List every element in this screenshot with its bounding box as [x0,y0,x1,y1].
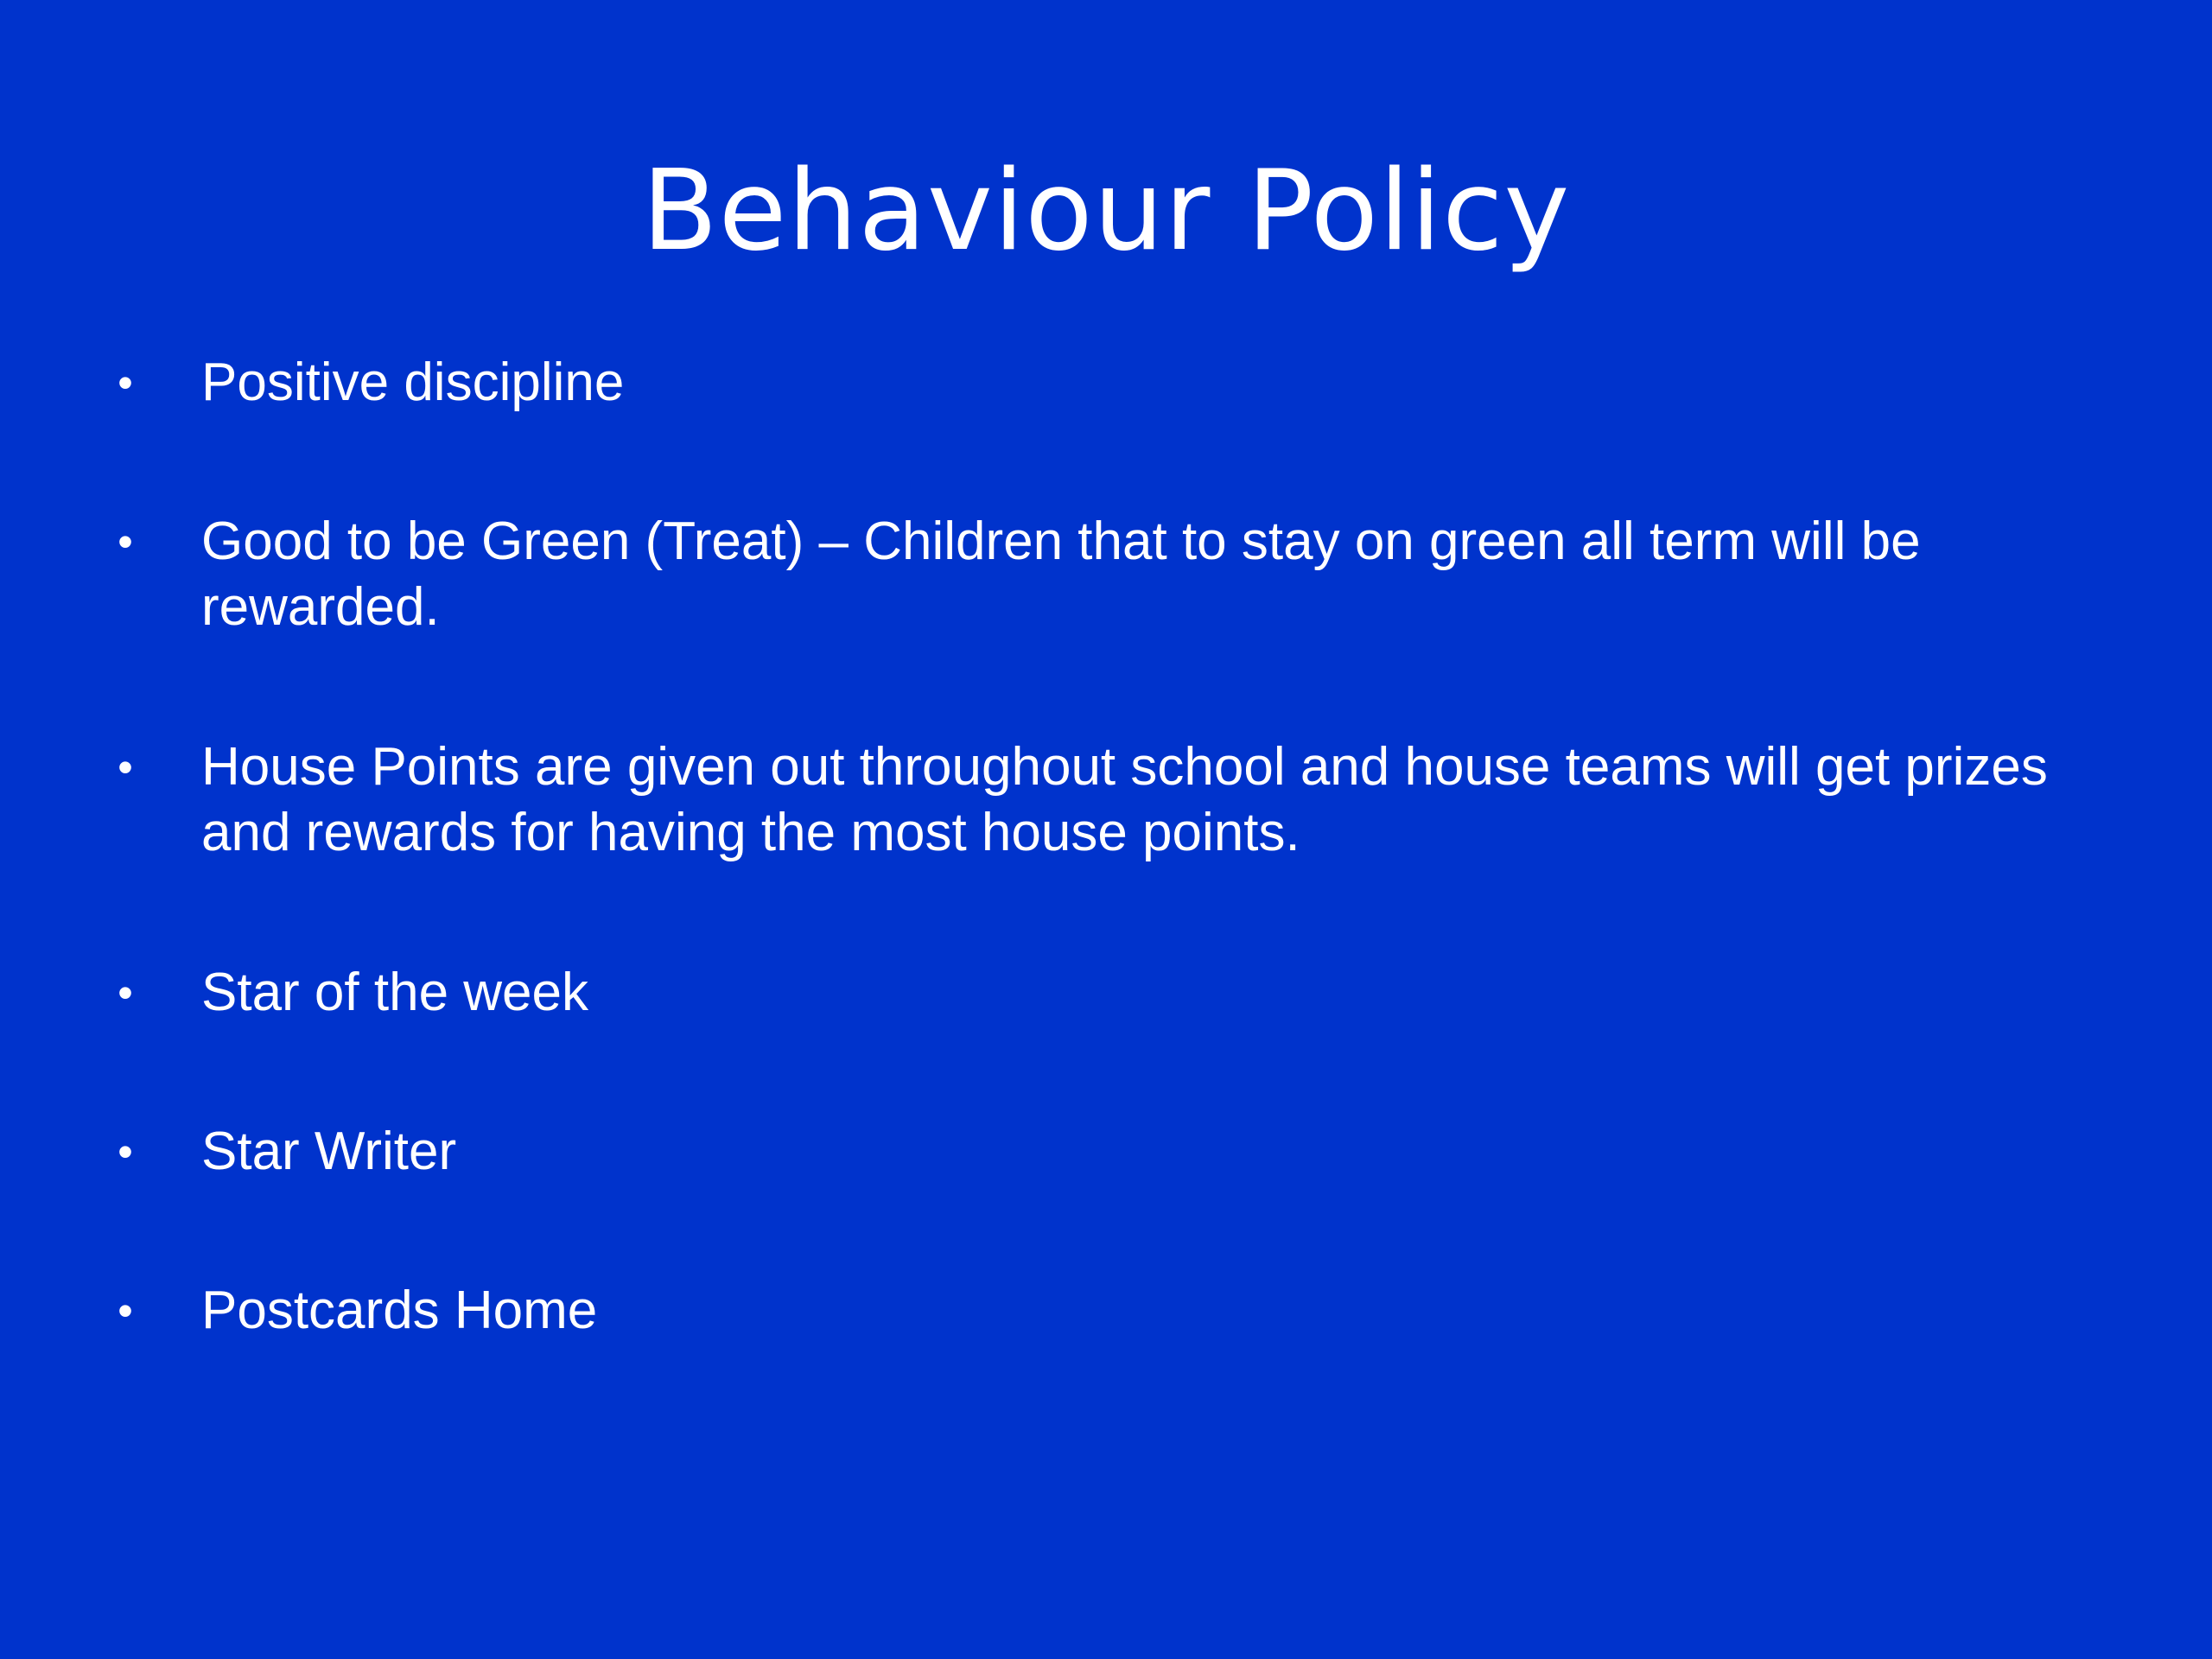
bullet-icon: • [118,743,133,791]
bullet-text: Star of the week [201,963,589,1022]
bullet-item-star-of-the-week [112,960,2048,1026]
bullet-item-house-points [112,734,2048,866]
bullet-text: Postcards Home [201,1281,598,1340]
bullet-item-postcards-home [112,1278,2048,1344]
bullet-text: Good to be Green (Treat) – Children that to stay on green all term will be rewarded. [201,512,1921,637]
bullet-icon: • [118,518,133,566]
bullet-icon: • [118,1128,133,1176]
slide-title: Behaviour Policy [641,147,1571,276]
bullet-item-good-to-be-green [112,509,2048,640]
bullet-text: Positive discipline [201,353,625,412]
bullet-text: Star Writer [201,1122,457,1181]
bullet-list [112,350,2048,1437]
bullet-icon: • [118,1287,133,1335]
bullet-icon: • [118,359,133,407]
bullet-item-star-writer [112,1119,2048,1185]
bullet-icon: • [118,969,133,1017]
bullet-text: House Points are given out throughout school and house teams will get prizes and rewards for having the most house points. [201,737,2048,862]
bullet-item-positive-discipline [112,350,2048,416]
